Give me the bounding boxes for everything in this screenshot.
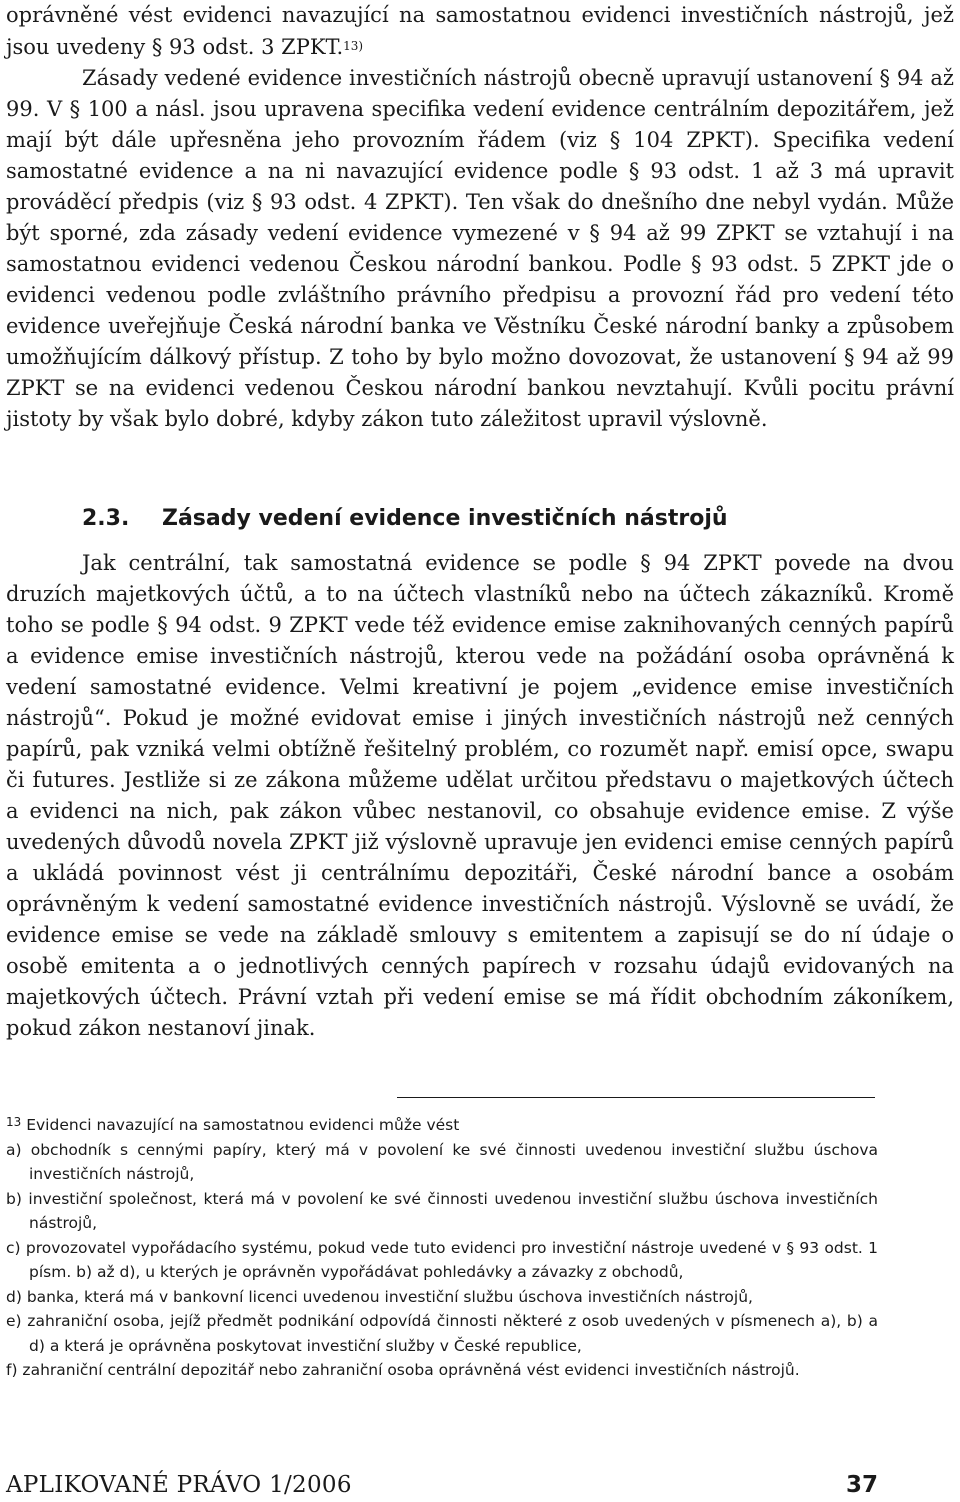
footnote-block — [6, 1110, 878, 1383]
section-heading — [82, 503, 942, 535]
section-title: Zásady vedení evidence investičních nástrojů — [162, 506, 728, 531]
footnote-reference: 13) — [343, 39, 364, 53]
page-footer — [6, 1472, 878, 1502]
body-paragraph-2: Jak centrální, tak samostatná evidence se podle § 94 ZPKT povede na dvou druzích majetkových účtů, a to na účtech vlastníků nebo na účtech zákazníků. Kromě toho se podle § 94 odst. 9 ZPKT vede též evidence emise zaknihovaných cenných papírů a evidence emise investičních nástrojů, kterou vede na požádání osoba oprávněná k vedení samostatné evidence. Velmi kreativní je pojem „evidence emise investičních nástrojů“. Pokud je možné evidovat emise i jiných investičních nástrojů než cenných papírů, pak vzniká velmi obtížně řešitelný problém, co rozumět např. emisí opce, swapu či futures. Jestliže si ze zákona můžeme udělat určitou představu o majetkových účtech a evidenci na nich, pak zákon vůbec nestanovil, co obsahuje evidence emise. Z výše uvedených důvodů novela ZPKT již výslovně upravuje jen evidenci emise cenných papírů a ukládá povinnost vést ji centrálnímu depozitáři, České národní bance a osobám oprávněným k vedení samostatné evidence investičních nástrojů. Výslovně se uvádí, že evidence emise se vede na základě smlouvy s emitentem a zapisují se do ní údaje o osobě emitenta a o jednotlivých cenných papírech v rozsahu údajů evidovaných na majetkových účtech. Právní vztah při vedení emise se má řídit obchodním zákoníkem, pokud zákon nestanoví jinak. — [6, 551, 954, 1040]
paragraph-1-lead: oprávněné vést evidenci navazující na samostatnou evidenci investičních nástrojů, jež jsou uvedeny § 93 odst. 3 ZPKT. — [6, 3, 954, 59]
footnote-title-text: Evidenci navazující na samostatnou evidenci může vést — [26, 1116, 460, 1134]
body-paragraph-1 — [6, 0, 954, 435]
footnote-title — [6, 1110, 878, 1138]
footnote-item-e: e) zahraniční osoba, jejíž předmět podnikání odpovídá činnosti některé z osob uvedených v písmenech a), b) a d) a která je oprávněna poskytovat investiční služby v České republice, — [6, 1312, 878, 1355]
footnote-item-f: f) zahraniční centrální depozitář nebo zahraniční osoba oprávněná vést evidenci investičních nástrojů. — [6, 1361, 800, 1379]
paragraph-1-rest: Zásady vedené evidence investičních nástrojů obecně upravují ustanovení § 94 až 99. V § 100 a násl. jsou upravena specifika vedení evidence centrálním depozitářem, jež mají být dále upřesněna jeho provozním řádem (viz § 104 ZPKT). Specifika vedení samostatné evidence a na ni navazující evidence podle § 93 odst. 1 až 3 má upravit prováděcí předpis (viz § 93 odst. 4 ZPKT). Ten však do dnešního dne nebyl vydán. Může být sporné, zda zásady vedení evidence vymezené v § 94 až 99 ZPKT se vztahují i na samostatnou evidenci vedenou Českou národní bankou. Podle § 93 odst. 5 ZPKT jde o evidenci vedenou podle zvláštního právního předpisu a provozní řád pro vedení této evidence uveřejňuje Česká národní banka ve Věstníku České národní banky a způsobem umožňujícím dálkový přístup. Z toho by bylo možno dovozovat, že ustanovení § 94 až 99 ZPKT se na evidenci vedenou Českou národní bankou nevztahují. Kvůli pocitu právní jistoty by však bylo dobré, kdyby zákon tuto záležitost upravil výslovně. — [6, 66, 954, 431]
page-number: 37 — [845, 1472, 878, 1498]
footnote-item-b: b) investiční společnost, která má v povolení ke své činnosti uvedenou investiční službu úschova investičních nástrojů, — [6, 1189, 878, 1232]
section-number: 2.3. — [82, 506, 130, 531]
footnote-item-c: c) provozovatel vypořádacího systému, pokud vede tuto evidenci pro investiční nástroje uvedené v § 93 odst. 1 písm. b) až d), u kterých je oprávněn vypořádávat pohledávky a závazky z obchodů, — [6, 1238, 878, 1281]
footnote-item-a: a) obchodník s cennými papíry, který má v povolení ke své činnosti uvedenou investiční službu úschova investičních nástrojů, — [6, 1140, 878, 1183]
journal-name: APLIKOVANÉ PRÁVO 1/2006 — [6, 1472, 352, 1498]
footnote-item-d: d) banka, která má v bankovní licenci uvedenou investiční službu úschova investičních nástrojů, — [6, 1287, 753, 1306]
footnote-number: 13 — [6, 1115, 22, 1129]
footnote-divider — [397, 1097, 875, 1098]
